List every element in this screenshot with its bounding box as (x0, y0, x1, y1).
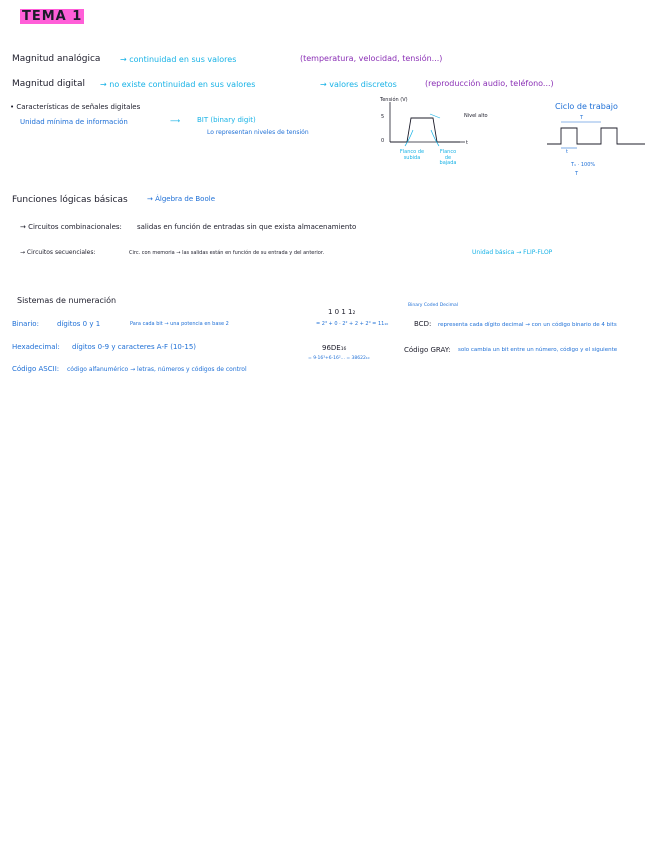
mag-digital-def: → no existe continuidad en sus valores (100, 80, 256, 89)
bit-label: BIT (binary digit) (197, 116, 256, 124)
hex-label: Hexadecimal: (12, 343, 60, 351)
ciclo-T: T (580, 115, 584, 121)
flanco-bajada: Flanco de bajada (439, 149, 457, 166)
caracteristicas-heading: • Características de señales digitales (10, 103, 141, 111)
nivel-alto: Nivel alto (464, 113, 488, 119)
mag-digital-def2: → valores discretos (320, 80, 397, 89)
ciclo-formula: T₁ · 100% (571, 162, 596, 168)
flanco-subida: Flanco de subida (399, 149, 425, 161)
bcd-label: BCD: (414, 320, 432, 328)
unidad-minima: Unidad mínima de información (20, 118, 128, 126)
graph-ylabel: Tensión (V) (380, 97, 408, 103)
sec-text: Circ. con memoria → las salidas están en función de su entrada y del anterior. (129, 250, 325, 256)
ciclo-graph (545, 112, 650, 162)
mag-digital-label: Magnitud digital (12, 79, 85, 89)
gray-label: Código GRAY: (404, 346, 451, 354)
graph-y0: 0 (381, 138, 385, 144)
binario-label: Binario: (12, 320, 39, 328)
sec-label: → Circuitos secuenciales: (20, 249, 96, 256)
hex-example: 96DE₁₆ (322, 344, 347, 352)
hex-text: dígitos 0-9 y caracteres A-F (10-15) (72, 343, 197, 351)
bcd-header: Binary Coded Decimal (408, 303, 459, 308)
funciones-heading: Funciones lógicas básicas (12, 195, 128, 205)
mag-analogica-example: (temperatura, velocidad, tensión...) (300, 54, 443, 63)
page-title: TEMA 1 (22, 9, 83, 24)
bcd-text: representa cada dígito decimal → con un código binario de 4 bits (438, 322, 617, 328)
comb-label: → Circuitos combinacionales: (20, 223, 122, 231)
gray-text: solo cambia un bit entre un número, código y el siguiente (458, 347, 618, 353)
ascii-label: Código ASCII: (12, 365, 60, 373)
ciclo-formula-den: T (575, 171, 579, 177)
representan-text: Lo representan niveles de tensión (207, 129, 309, 136)
arrow-bit: ⟶ (170, 117, 181, 125)
mag-analogica-def: → continuidad en sus valores (120, 55, 237, 64)
unidad-basica: Unidad básica → FLIP-FLOP (472, 249, 553, 256)
ascii-text: código alfanumérico → letras, números y códigos de control (67, 366, 247, 373)
graph-y5: 5 (381, 114, 385, 120)
sistemas-heading: Sistemas de numeración (17, 296, 117, 305)
bin-example-calc: = 2³ + 0 · 2² + 2 + 2⁰ = 11₁₀ (316, 321, 389, 327)
binario-text: dígitos 0 y 1 (57, 320, 101, 328)
ciclo-t: t (566, 149, 568, 155)
graph-t: t (466, 140, 468, 146)
comb-text: salidas en función de entradas sin que exista almacenamiento (137, 223, 357, 231)
ciclo-title: Ciclo de trabajo (555, 102, 618, 111)
bin-example-digits: 1 0 1 1₂ (328, 308, 356, 316)
hex-example-calc: = 9·16³+6·16²... = 38622₁₀ (308, 356, 370, 361)
mag-digital-example: (reproducción audio, teléfono...) (425, 79, 554, 88)
algebra-boole: → Álgebra de Boole (147, 195, 216, 203)
mag-analogica-label: Magnitud analógica (12, 54, 101, 64)
binario-extra: Para cada bit → una potencia en base 2 (130, 321, 229, 327)
